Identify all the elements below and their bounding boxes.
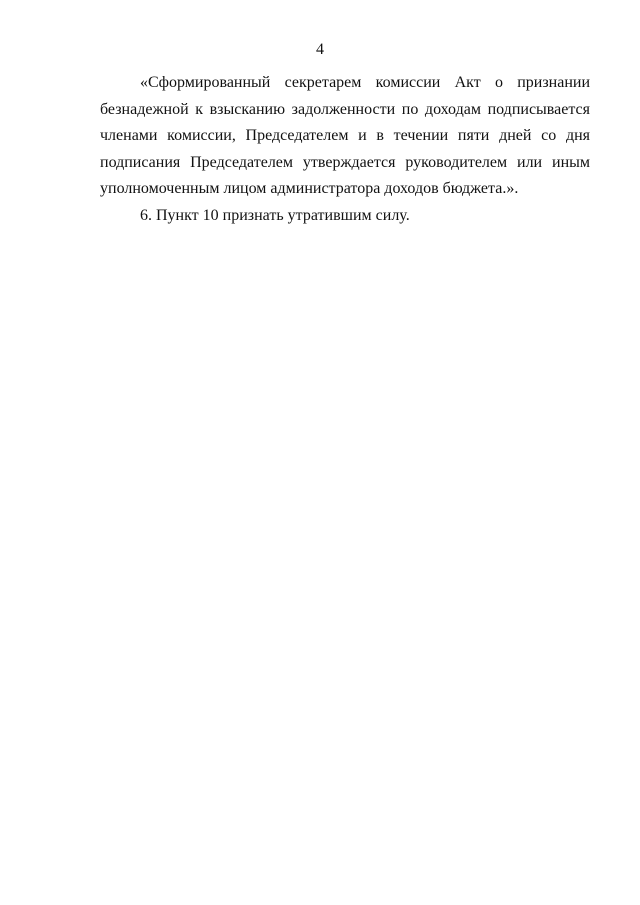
paragraph-act-approval: «Сформированный секретарем комиссии Акт о признании безнадежной к взысканию задолженности по доходам подписывается членами комиссии, Председателем и в течении пяти дней со дня подписания Председателем утверждается руководителем или иным уполномоченным лицом администратора доходов бюджета.». <box>100 74 590 197</box>
document-body <box>100 70 590 229</box>
paragraph-item-6: 6. Пункт 10 признать утратившим силу. <box>140 206 410 224</box>
page-number: 4 <box>316 41 324 58</box>
